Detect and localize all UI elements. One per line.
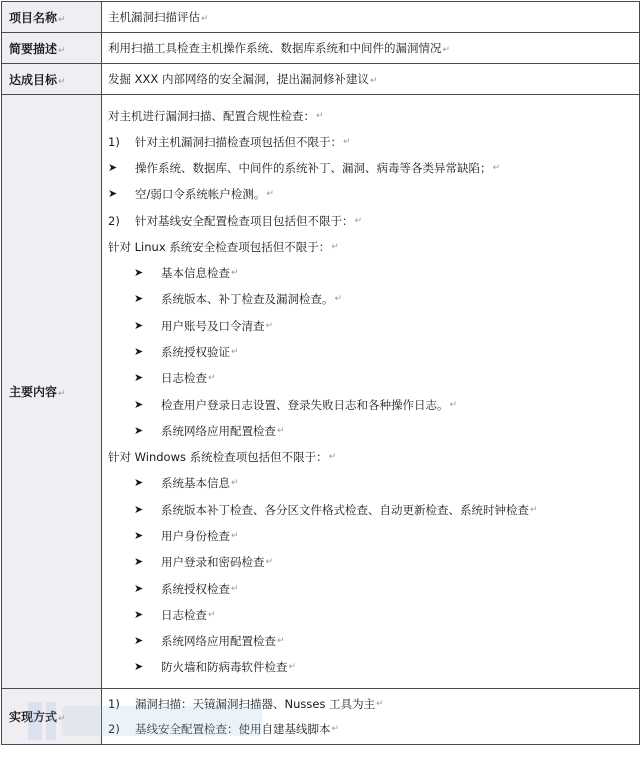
paragraph-mark-icon: ↵ <box>58 45 66 56</box>
linux-bullet-item: ➤ 系统授权验证 ↵ <box>134 345 239 360</box>
linux-bullet-item: ➤ 用户账号及口令清查 ↵ <box>134 318 274 333</box>
linux-bullet-item: ➤ 检查用户登录日志设置、登录失败日志和各种操作日志。 ↵ <box>134 397 458 412</box>
implementation-list <box>108 692 639 742</box>
label-summary: 简要描述↵ <box>2 33 102 64</box>
numbered-item: 2) 针对基线安全配置检查项目包括但不限于： ↵ <box>108 213 363 228</box>
paragraph-mark-icon: ↵ <box>231 478 239 489</box>
paragraph-mark-icon: ↵ <box>277 636 285 647</box>
label-implementation: 实现方式↵ <box>2 689 102 745</box>
windows-bullet-item: ➤ 用户身份检查 ↵ <box>134 529 239 543</box>
paragraph-mark-icon: ↵ <box>331 241 339 252</box>
arrow-bullet-icon: ➤ <box>134 555 144 569</box>
label-main-content: 主要内容↵ <box>2 95 102 689</box>
paragraph-mark-icon: ↵ <box>277 425 285 436</box>
paragraph-mark-icon: ↵ <box>343 136 351 147</box>
paragraph-mark-icon: ↵ <box>449 399 458 410</box>
windows-bullet-item: ➤ 日志检查 ↵ <box>134 607 216 622</box>
linux-bullet-item: ➤ 基本信息检查 ↵ <box>134 266 239 281</box>
value-project-name: 主机漏洞扫描评估↵ <box>102 2 640 33</box>
paragraph-mark-icon: ↵ <box>354 215 363 226</box>
main-content-list <box>108 102 639 682</box>
value-implementation <box>102 689 640 745</box>
label-goal: 达成目标↵ <box>2 64 102 95</box>
paragraph-mark-icon: ↵ <box>208 609 216 620</box>
arrow-bullet-icon: ➤ <box>134 318 144 332</box>
paragraph-mark-icon: ↵ <box>328 452 337 463</box>
row-goal <box>2 64 640 95</box>
paragraph-mark-icon: ↵ <box>288 662 297 673</box>
arrow-bullet-icon: ➤ <box>134 292 144 306</box>
arrow-bullet-icon: ➤ <box>134 423 144 437</box>
windows-bullet-item: ➤ 系统版本补丁检查、各分区文件格式检查、自动更新检查、系统时钟检查 ↵ <box>134 502 538 517</box>
linux-bullet-item: ➤ 系统网络应用配置检查 ↵ <box>134 423 285 438</box>
arrow-bullet-icon: ➤ <box>134 660 144 674</box>
paragraph-mark-icon: ↵ <box>58 14 66 25</box>
numbered-item: 2) 基线安全配置检查：使用自建基线脚本 ↵ <box>108 722 340 736</box>
linux-bullet-item: ➤ 日志检查 ↵ <box>134 371 216 386</box>
paragraph-mark-icon: ↵ <box>266 189 274 200</box>
bullet-item: ➤ 空/弱口令系统帐户检测。 ↵ <box>108 187 274 202</box>
paragraph-mark-icon: ↵ <box>201 14 209 24</box>
paragraph-mark-icon: ↵ <box>58 76 66 87</box>
paragraph-mark-icon: ↵ <box>231 347 239 358</box>
arrow-bullet-icon: ➤ <box>134 502 144 516</box>
paragraph-mark-icon: ↵ <box>265 320 274 331</box>
row-main-content <box>2 95 640 689</box>
label-project-name: 项目名称↵ <box>2 2 102 33</box>
linux-bullet-item: ➤ 系统版本、补丁检查及漏洞检查。 ↵ <box>134 292 343 307</box>
paragraph-mark-icon: ↵ <box>369 76 378 86</box>
paragraph-mark-icon: ↵ <box>208 373 216 384</box>
arrow-bullet-icon: ➤ <box>134 581 144 595</box>
windows-heading: 针对 Windows 系统检查项包括但不限于： ↵ <box>108 450 337 465</box>
paragraph-mark-icon: ↵ <box>231 268 239 279</box>
numbered-item: 1) 针对主机漏洞扫描检查项包括但不限于： ↵ <box>108 134 351 149</box>
arrow-bullet-icon: ➤ <box>134 607 144 621</box>
paragraph-mark-icon: ↵ <box>376 699 384 709</box>
value-goal: 发掘 XXX 内部网络的安全漏洞，提出漏洞修补建议↵ <box>102 64 640 95</box>
project-table <box>1 1 640 745</box>
row-implementation <box>2 689 640 745</box>
paragraph-mark-icon: ↵ <box>334 294 343 305</box>
paragraph-mark-icon: ↵ <box>231 531 239 541</box>
windows-bullet-item: ➤ 系统网络应用配置检查 ↵ <box>134 634 285 649</box>
arrow-bullet-icon: ➤ <box>108 161 118 175</box>
paragraph-mark-icon: ↵ <box>316 110 324 121</box>
arrow-bullet-icon: ➤ <box>134 634 144 648</box>
paragraph-mark-icon: ↵ <box>442 45 451 55</box>
row-summary <box>2 33 640 64</box>
linux-heading: 针对 Linux 系统安全检查项包括但不限于： ↵ <box>108 239 339 254</box>
windows-bullet-item: ➤ 用户登录和密码检查 ↵ <box>134 555 274 570</box>
paragraph-mark-icon: ↵ <box>58 389 66 399</box>
main-intro: 对主机进行漏洞扫描、配置合规性检查： ↵ <box>108 108 324 123</box>
paragraph-mark-icon: ↵ <box>231 583 239 594</box>
value-main-content <box>102 95 640 689</box>
arrow-bullet-icon: ➤ <box>134 266 144 280</box>
paragraph-mark-icon: ↵ <box>331 724 340 734</box>
paragraph-mark-icon: ↵ <box>58 714 66 724</box>
paragraph-mark-icon: ↵ <box>492 163 501 174</box>
row-project-name <box>2 2 640 33</box>
arrow-bullet-icon: ➤ <box>134 345 144 359</box>
arrow-bullet-icon: ➤ <box>134 397 144 411</box>
paragraph-mark-icon: ↵ <box>265 557 274 568</box>
arrow-bullet-icon: ➤ <box>108 187 118 201</box>
paragraph-mark-icon: ↵ <box>530 504 538 515</box>
arrow-bullet-icon: ➤ <box>134 529 144 542</box>
windows-bullet-item: ➤ 系统基本信息 ↵ <box>134 476 239 491</box>
value-summary: 利用扫描工具检查主机操作系统、数据库系统和中间件的漏洞情况↵ <box>102 33 640 64</box>
windows-bullet-item: ➤ 系统授权检查 ↵ <box>134 581 239 596</box>
bullet-item: ➤ 操作系统、数据库、中间件的系统补丁、漏洞、病毒等各类异常缺陷； ↵ <box>108 161 501 176</box>
arrow-bullet-icon: ➤ <box>134 371 144 385</box>
windows-bullet-item: ➤ 防火墙和防病毒软件检查 ↵ <box>134 660 297 675</box>
arrow-bullet-icon: ➤ <box>134 476 144 490</box>
numbered-item: 1) 漏洞扫描：天镜漏洞扫描器、Nusses 工具为主 ↵ <box>108 697 384 711</box>
